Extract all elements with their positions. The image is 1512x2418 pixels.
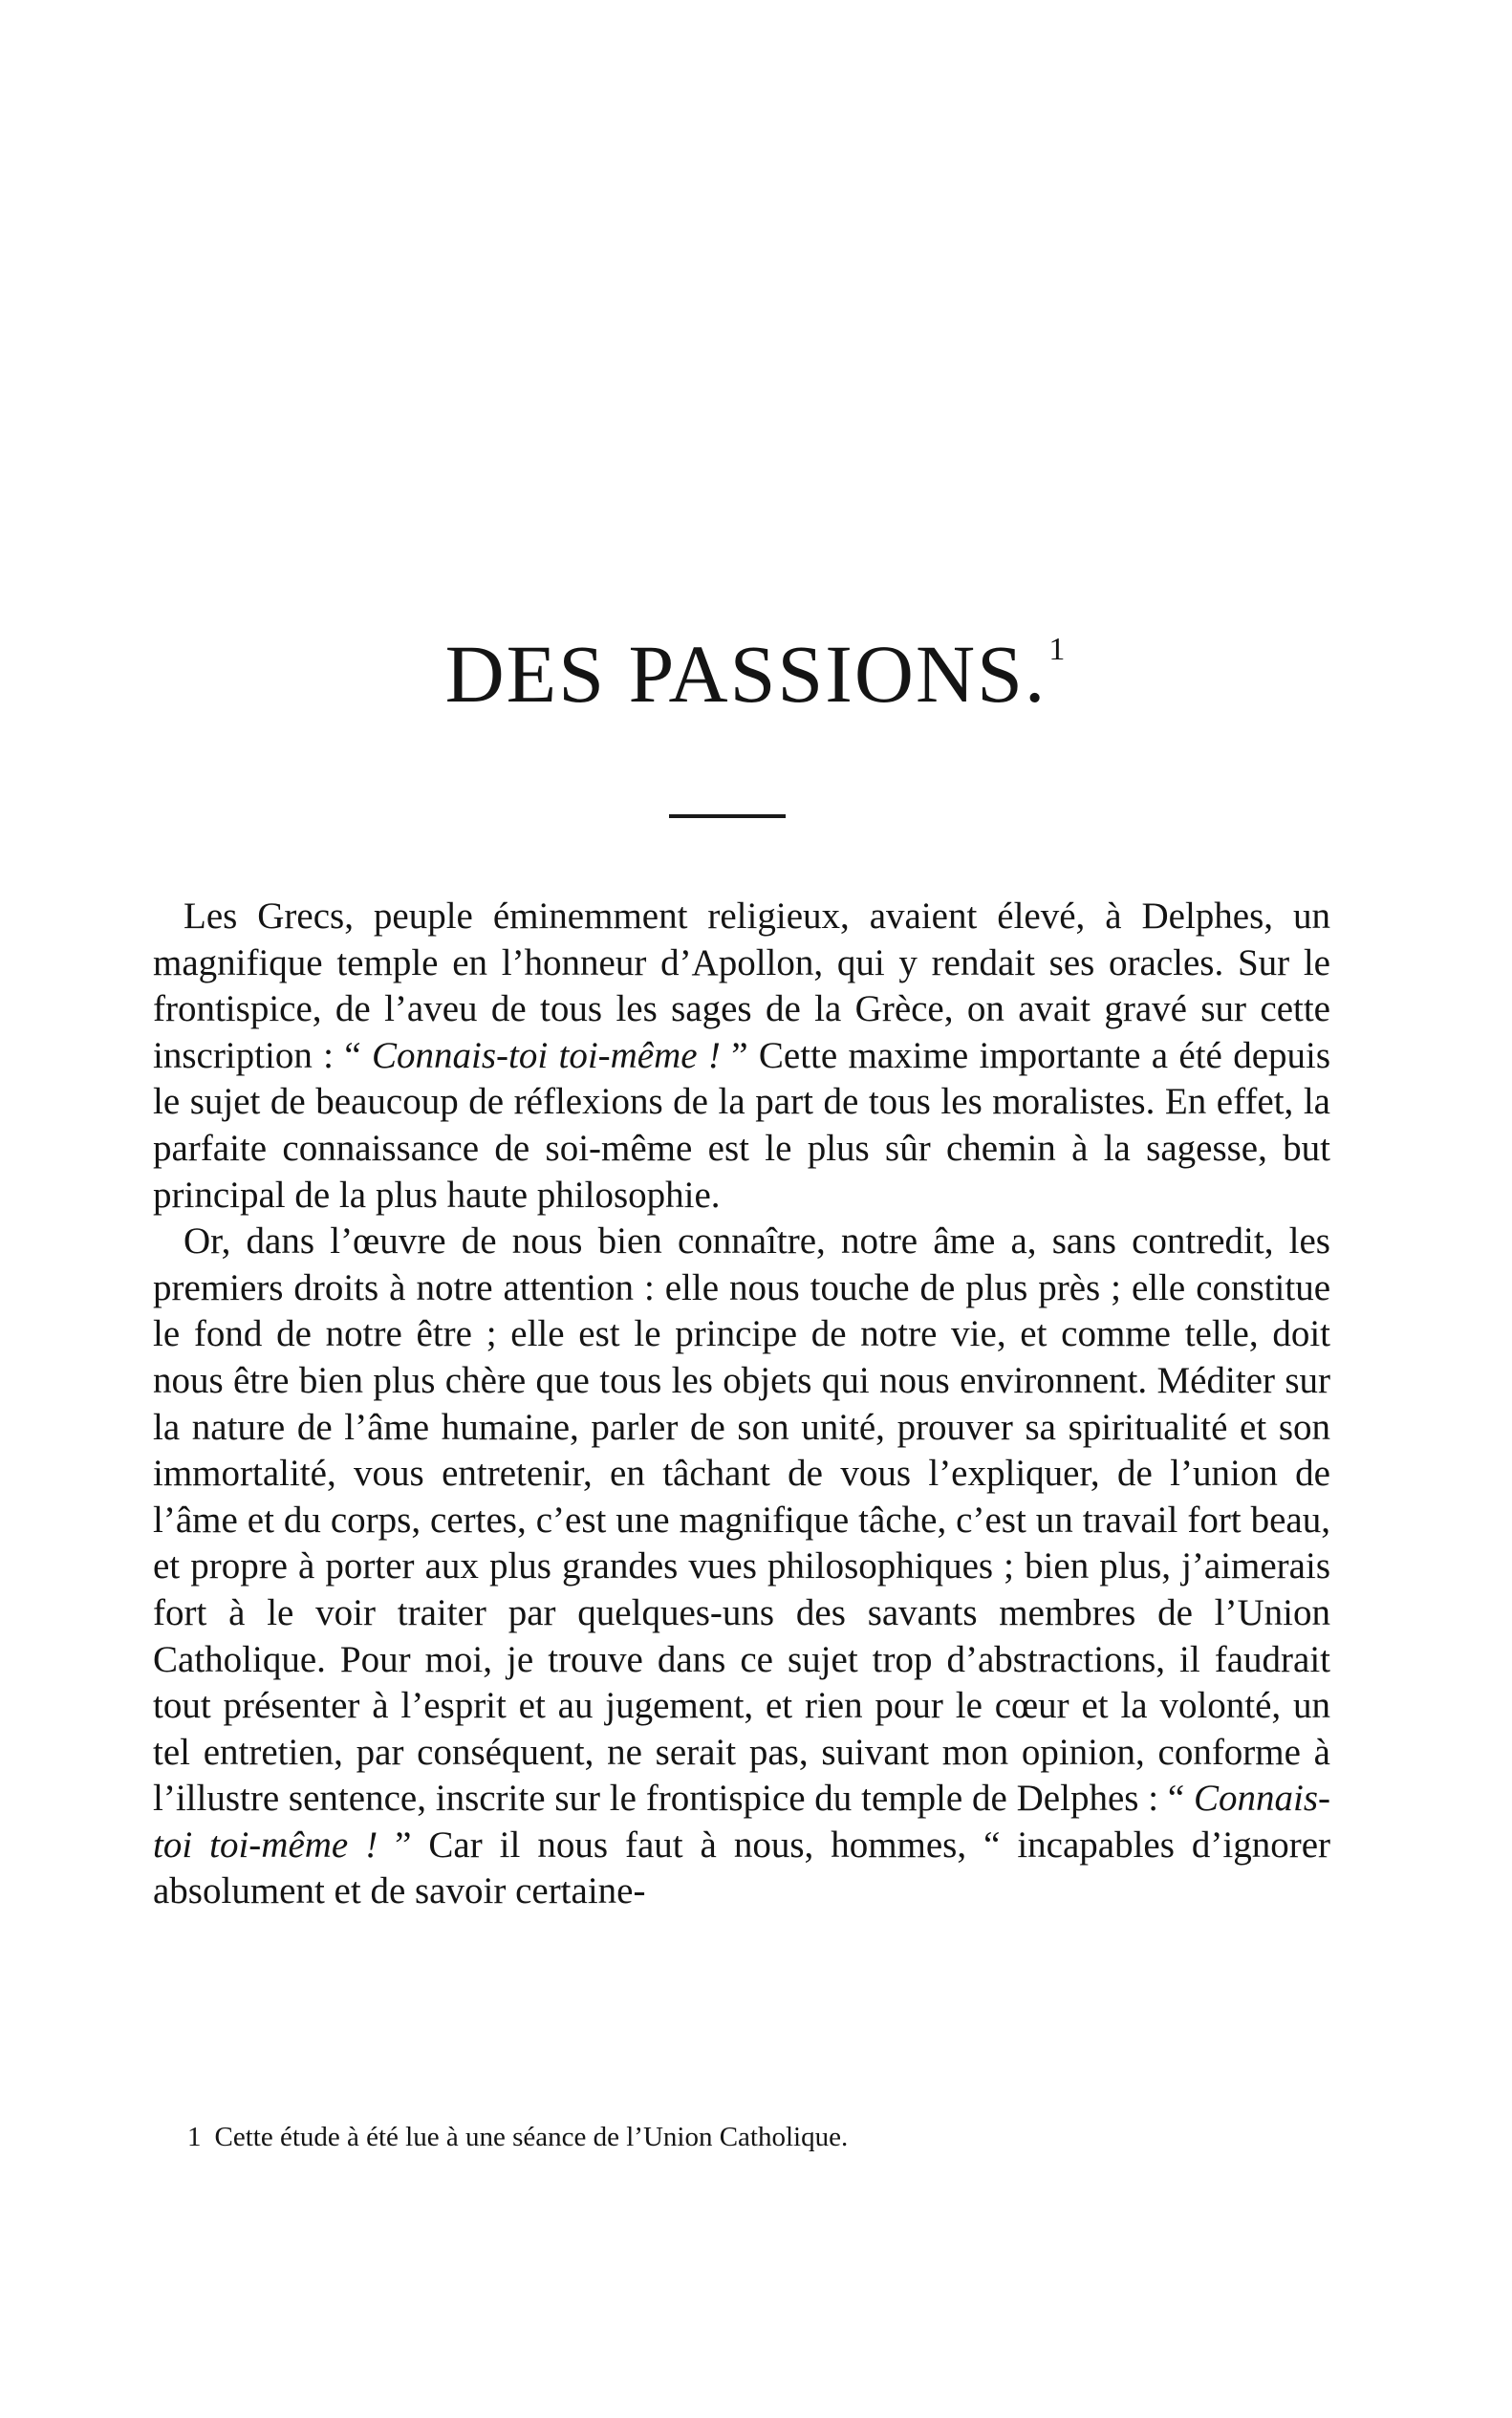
paragraph-1-text-a: Les Grecs, peuple éminemment religieux, avaient élevé, à Delphes, un magnifique temple en l’honneur d’Apollon, qui y rendait ses oracles. Sur le frontispice, de l’aveu de tous les sages de la Grèce, on avait gravé sur cette inscription : “ (153, 896, 1330, 1076)
chapter-title-text: DES PASSIONS. (444, 628, 1048, 720)
footnote-number: 1 (187, 2122, 202, 2152)
paragraph-1 (153, 894, 1330, 1219)
chapter-title (0, 628, 1512, 720)
footnote (187, 2120, 1334, 2154)
title-divider (669, 814, 786, 818)
paragraph-2-text-a: Or, dans l’œuvre de nous bien connaître, notre âme a, sans contredit, les premiers droits à notre attention : elle nous touche de plus près ; elle constitue le fond de notre être ; elle est le principe de notre vie, et comme telle, doit nous être bien plus chère que tous les objets qui nous environnent. Méditer sur la nature de l’âme humaine, parler de son unité, prouver sa spiritualité et son immortalité, vous entretenir, en tâchant de vous l’expliquer, de l’union de l’âme et du corps, certes, c’est une magnifique tâche, c’est un travail fort beau, et propre à porter aux plus grandes vues philosophiques ; bien plus, j’aimerais fort à le voir traiter par quelques-uns des savants membres de l’Union Catholique. Pour moi, je trouve dans ce sujet trop d’abstractions, il faudrait tout présenter à l’esprit et au jugement, et rien pour le cœur et la volonté, un tel entretien, par conséquent, ne serait pas, suivant mon opinion, conforme à l’illustre sentence, inscrite sur le frontispice du temple de Delphes : “ (153, 1220, 1330, 1820)
paragraph-1-italic: Connais-toi toi-même ! (371, 1034, 721, 1076)
paragraph-2 (153, 1219, 1330, 1915)
title-footnote-mark: 1 (1048, 632, 1068, 667)
paragraph-1-text-b: ” Cette maxime importante a été depuis le sujet de beaucoup de réflexions de la part de tous les moralistes. En effet, la parfaite connaissance de soi-même est le plus sûr chemin à la sagesse, but principal de la plus haute philosophie. (153, 1034, 1331, 1216)
paragraph-2-italic: Connais-toi toi-même ! (153, 1778, 1330, 1866)
body-text (153, 894, 1330, 1915)
paragraph-2-text-b: ” Car il nous faut à nous, hommes, “ incapables d’ignorer absolument et de savoir certaine- (153, 1824, 1330, 1912)
footnote-text: Cette étude à été lue à une séance de l’Union Catholique. (214, 2122, 849, 2152)
